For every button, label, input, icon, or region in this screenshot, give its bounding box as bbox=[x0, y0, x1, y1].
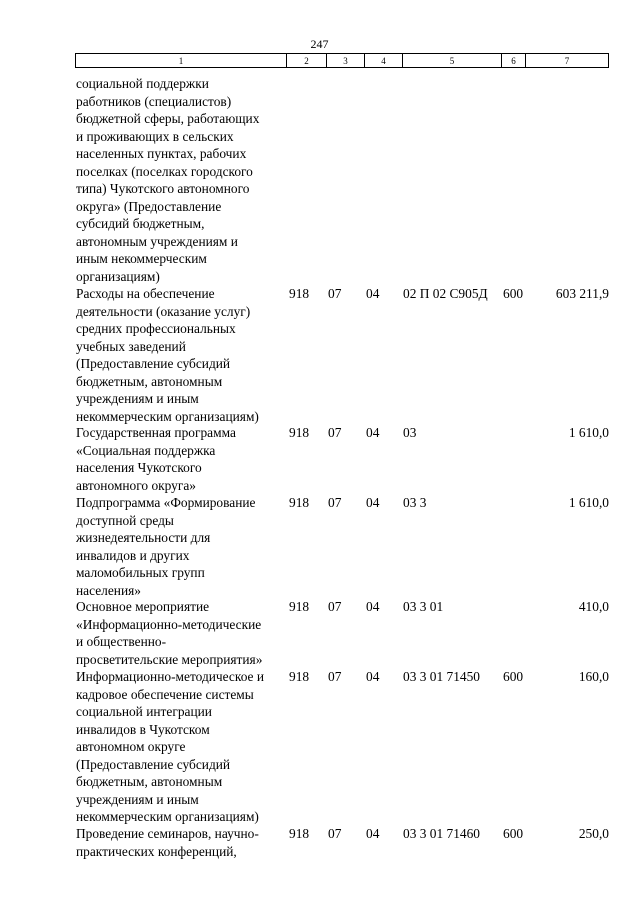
cell-target-article: 03 3 01 71450 bbox=[403, 669, 480, 684]
row-name: Проведение семинаров, научно- практических конференций, bbox=[76, 826, 259, 859]
cell-subsection: 04 bbox=[366, 425, 380, 440]
cell-expense-type: 600 bbox=[503, 826, 524, 841]
column-header-4: 4 bbox=[365, 54, 403, 68]
cell-amount: 1 610,0 bbox=[568, 495, 609, 510]
cell-target-article: 03 3 bbox=[403, 495, 427, 510]
cell-target-article: 03 3 01 bbox=[403, 599, 444, 614]
cell-target-article: 03 bbox=[403, 425, 417, 440]
cell-subsection: 04 bbox=[366, 495, 380, 510]
column-header-1: 1 bbox=[76, 54, 287, 68]
cell-subsection: 04 bbox=[366, 669, 380, 684]
column-header-6: 6 bbox=[502, 54, 526, 68]
page-number: 247 bbox=[310, 37, 329, 51]
cell-amount: 250,0 bbox=[578, 826, 609, 841]
cell-expense-type: 600 bbox=[503, 669, 524, 684]
cell-subsection: 04 bbox=[366, 826, 380, 841]
column-header-7: 7 bbox=[526, 54, 609, 68]
cell-section: 07 bbox=[328, 669, 342, 684]
cell-target-article: 02 П 02 С905Д bbox=[403, 286, 488, 301]
row-name: Расходы на обеспечение деятельности (оказание услуг) средних профессиональных учебных заведений (Предоставление субсидий бюджетным, автономным учреждениям и иным некоммерческим организациям) bbox=[76, 286, 259, 424]
cell-grbs: 918 bbox=[289, 826, 310, 841]
cell-section: 07 bbox=[328, 495, 342, 510]
column-header-5: 5 bbox=[403, 54, 502, 68]
cell-grbs: 918 bbox=[289, 599, 310, 614]
cell-target-article: 03 3 01 71460 bbox=[403, 826, 480, 841]
cell-amount: 160,0 bbox=[578, 669, 609, 684]
cell-grbs: 918 bbox=[289, 286, 310, 301]
cell-grbs: 918 bbox=[289, 669, 310, 684]
cell-subsection: 04 bbox=[366, 286, 380, 301]
cell-amount: 410,0 bbox=[578, 599, 609, 614]
cell-amount: 603 211,9 bbox=[555, 286, 609, 301]
column-header-row bbox=[75, 53, 609, 68]
row-name: Информационно-методическое и кадровое обеспечение системы социальной интеграции инвалидов в Чукотском автономном округе (Предоставление субсидий бюджетным, автономным учреждениям и иным некоммерческим организациям) bbox=[76, 669, 265, 824]
cell-grbs: 918 bbox=[289, 495, 310, 510]
cell-amount: 1 610,0 bbox=[568, 425, 609, 440]
column-header-3: 3 bbox=[327, 54, 365, 68]
cell-section: 07 bbox=[328, 826, 342, 841]
column-header-2: 2 bbox=[287, 54, 327, 68]
row-name: Основное мероприятие «Информационно-методические и общественно- просветительские мероприятия» bbox=[76, 599, 263, 667]
cell-section: 07 bbox=[328, 425, 342, 440]
row-name: социальной поддержки работников (специалистов) бюджетной сферы, работающих и проживающих в сельских населенных пунктах, рабочих поселках (поселках городского типа) Чукотского автономного округа» (Предоставление субсидий бюджетным, автономным учреждениям и иным некоммерческим организациям) bbox=[76, 76, 260, 284]
row-name: Государственная программа «Социальная поддержка населения Чукотского автономного округа» bbox=[76, 425, 236, 493]
cell-subsection: 04 bbox=[366, 599, 380, 614]
cell-expense-type: 600 bbox=[503, 286, 524, 301]
cell-section: 07 bbox=[328, 286, 342, 301]
row-name: Подпрограмма «Формирование доступной среды жизнедеятельности для инвалидов и других маломобильных групп населения» bbox=[76, 495, 256, 598]
cell-grbs: 918 bbox=[289, 425, 310, 440]
cell-section: 07 bbox=[328, 599, 342, 614]
